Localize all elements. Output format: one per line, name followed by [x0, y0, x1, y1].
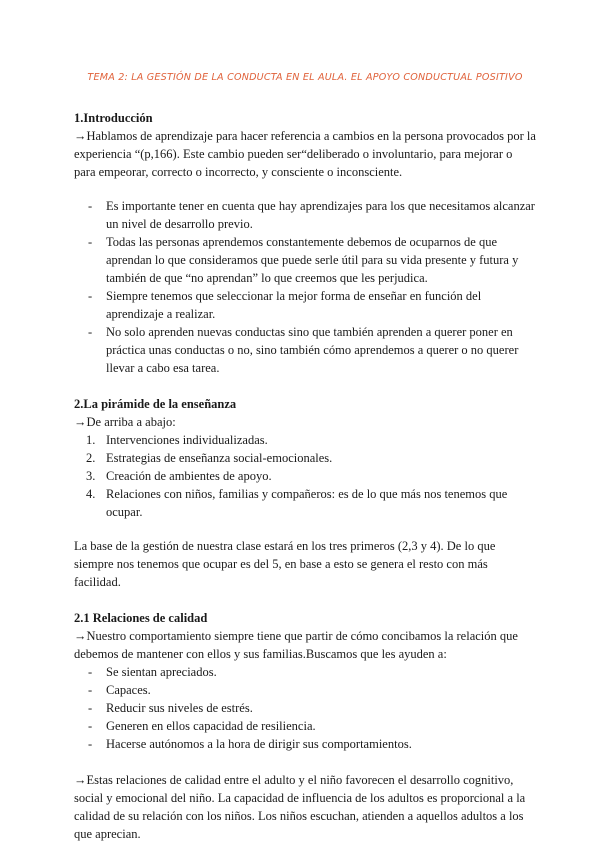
section-1-heading: 1.Introducción — [74, 111, 153, 125]
list-item: 2. Estrategias de enseñanza social-emocionales. — [86, 451, 333, 465]
bullet-dash: - — [88, 737, 93, 751]
list-item: - Se sientan apreciados. — [88, 665, 217, 679]
section-1-intro: →Hablamos de aprendizaje para hacer referencia a cambios en la persona provocados por la experiencia “(p,166). Este cambio pueden ser“deliberado o involuntario, para mejorar o para empeorar, correcto o incorrecto, y consciente o inconsciente. — [74, 129, 536, 179]
bullet-dash: - — [88, 665, 93, 679]
section-2-1-closing: →Estas relaciones de calidad entre el adulto y el niño favorecen el desarrollo cognitivo, social y emocional del niño. La capacidad de influencia de los adultos es proporcional a la calidad de su relación con los niños. Los niños escuchan, atienden a aquellos adultos a los que aprecian. — [74, 773, 526, 841]
list-item: - Capaces. — [88, 683, 151, 697]
list-item: 1. Intervenciones individualizadas. — [86, 433, 268, 447]
section-2-intro: →De arriba a abajo: — [74, 415, 176, 429]
list-item: - Reducir sus niveles de estrés. — [88, 701, 253, 715]
list-item: - Es importante tener en cuenta que hay aprendizajes para los que necesitamos alcanzar un nivel de desarrollo previo. — [88, 199, 535, 231]
bullet-dash: - — [88, 199, 93, 213]
section-2-1-heading: 2.1 Relaciones de calidad — [74, 611, 208, 625]
bullet-dash: - — [88, 719, 93, 733]
list-item: 3. Creación de ambientes de apoyo. — [86, 469, 272, 483]
section-2-paragraph: La base de la gestión de nuestra clase estará en los tres primeros (2,3 y 4). De lo que siempre nos tenemos que ocupar es del 5, en base a esto se genera el resto con más facilidad. — [74, 539, 496, 589]
section-1-bullet-list — [74, 197, 536, 377]
section-2-heading: 2.La pirámide de la enseñanza — [74, 397, 237, 411]
bullet-dash: - — [88, 235, 93, 249]
list-item: - Todas las personas aprendemos constantemente debemos de ocuparnos de que aprendan lo que consideramos que puede serle útil para su vida presente y futura y también de que “no aprendan” lo que creemos que les perjudica. — [88, 235, 519, 285]
section-2-1-bullet-list — [74, 663, 536, 753]
bullet-dash: - — [88, 325, 93, 339]
list-item: - Hacerse autónomos a la hora de dirigir sus comportamientos. — [88, 737, 412, 751]
list-item: - No solo aprenden nuevas conductas sino que también aprenden a querer poner en práctica unas conductas o no, sino también cómo aprendemos a querer o no querer llevar a cabo esa tarea. — [88, 325, 519, 375]
list-item: - Siempre tenemos que seleccionar la mejor forma de enseñar en función del aprendizaje a realizar. — [88, 289, 482, 321]
section-2-1-intro: →Nuestro comportamiento siempre tiene que partir de cómo concibamos la relación que debemos de mantener con ellos y sus familias.Buscamos que les ayuden a: — [74, 629, 518, 661]
bullet-dash: - — [88, 683, 93, 697]
list-item: - Generen en ellos capacidad de resiliencia. — [88, 719, 316, 733]
bullet-dash: - — [88, 701, 93, 715]
bullet-dash: - — [88, 289, 93, 303]
document-title: TEMA 2: LA GESTIÓN DE LA CONDUCTA EN EL AULA. EL APOYO CONDUCTUAL POSITIVO — [87, 72, 523, 83]
document-page — [74, 72, 536, 843]
list-item: 4. Relaciones con niños, familias y compañeros: es de lo que más nos tenemos que ocupar. — [86, 487, 508, 519]
pyramid-numbered-list — [74, 431, 536, 521]
